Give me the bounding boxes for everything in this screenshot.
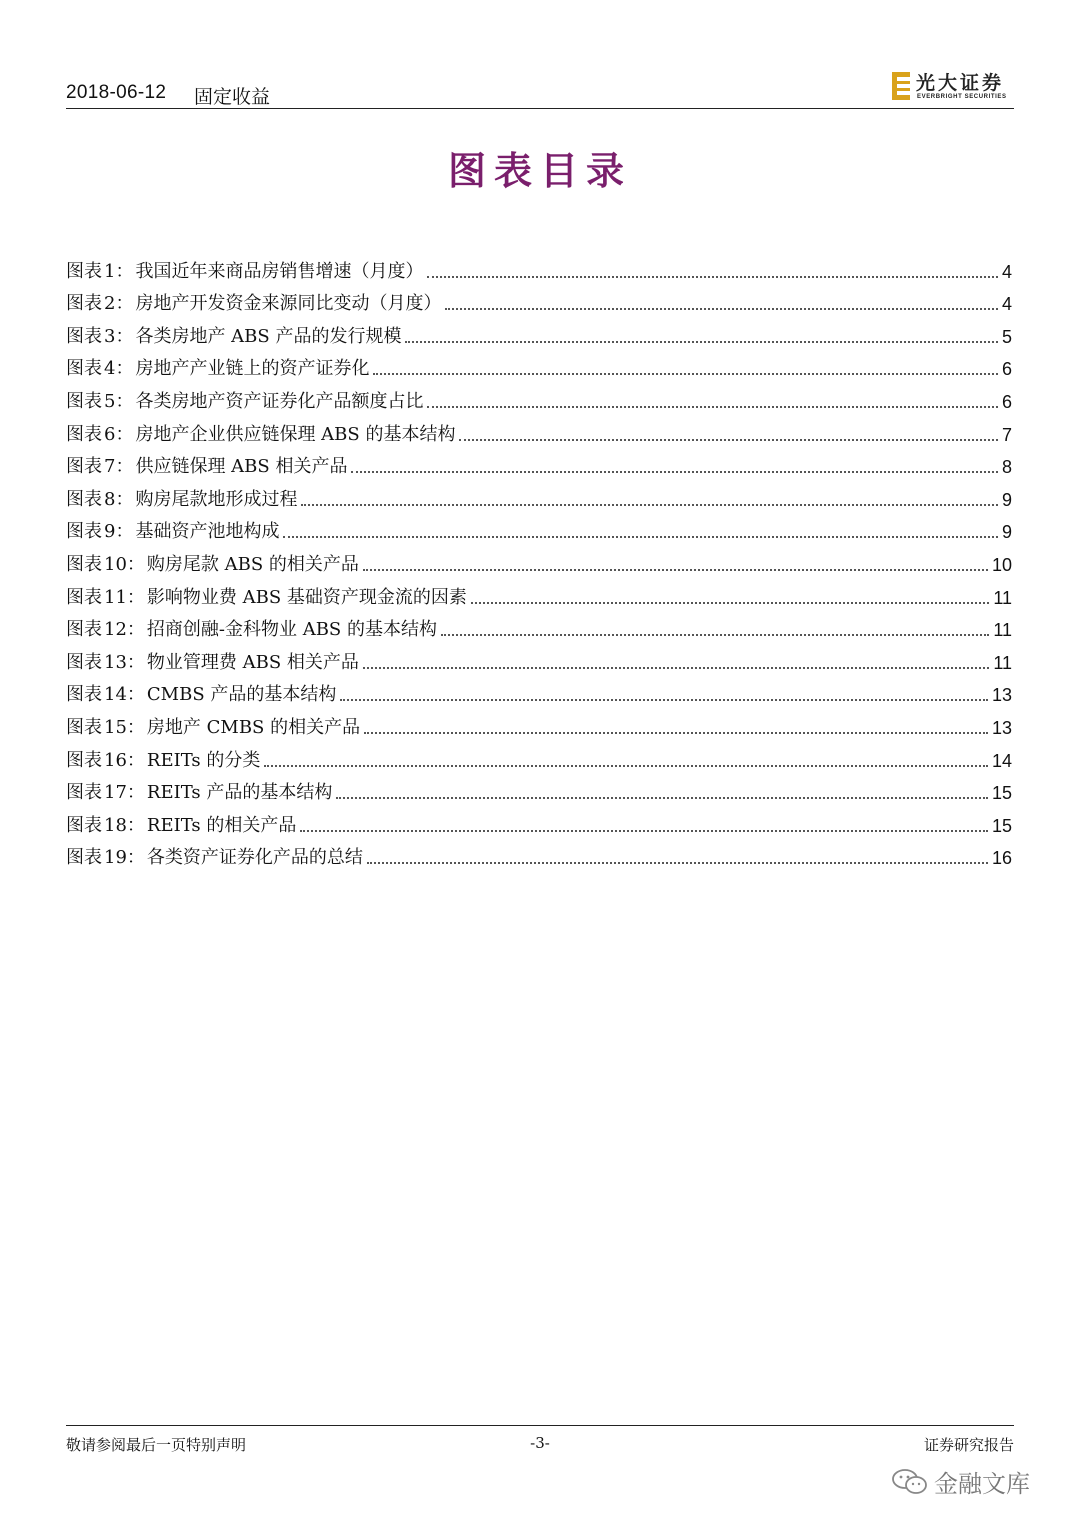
toc-entry-page: 4 — [1001, 261, 1012, 282]
toc-entry[interactable] — [66, 837, 1012, 870]
report-date: 2018-06-12 — [66, 82, 167, 103]
toc-entry-page: 7 — [1001, 424, 1012, 445]
toc-entry[interactable] — [66, 706, 1012, 739]
toc-entry-number: 8： — [104, 488, 134, 510]
page-footer — [66, 1425, 1014, 1454]
toc-entry-number: 12： — [104, 619, 145, 641]
toc-entry-page: 6 — [1001, 359, 1012, 380]
toc-entry-page: 16 — [991, 848, 1012, 869]
toc-entry-page: 8 — [1001, 457, 1012, 478]
wechat-icon — [892, 1468, 928, 1496]
company-logo — [892, 70, 1014, 106]
toc-entry-title: 购房尾款 ABS 的相关产品 — [146, 553, 359, 575]
toc-entry-label: 图表 — [66, 390, 102, 412]
toc-entry-page: 6 — [1001, 391, 1012, 412]
toc-entry[interactable] — [66, 739, 1012, 772]
toc-entry-number: 17： — [104, 782, 145, 804]
toc-entry[interactable] — [66, 511, 1012, 544]
toc-entry-number: 6： — [104, 423, 134, 445]
toc-entry-label: 图表 — [66, 814, 102, 836]
toc-leader-dots — [363, 569, 988, 571]
toc-entry-title: REITs 的分类 — [146, 749, 261, 771]
toc-leader-dots — [264, 765, 988, 767]
toc-entry-number: 3： — [104, 325, 134, 347]
toc-entry-number: 15： — [104, 716, 145, 738]
toc-entry-number: 16： — [104, 749, 145, 771]
toc-entry-number: 7： — [104, 456, 134, 478]
toc-leader-dots — [363, 667, 989, 669]
toc-entry[interactable] — [66, 609, 1012, 642]
toc-entry-title: 各类房地产资产证券化产品额度占比 — [135, 390, 424, 412]
toc-entry-page: 9 — [1001, 489, 1012, 510]
toc-leader-dots — [340, 699, 988, 701]
logo-mark-icon — [892, 72, 910, 100]
toc-entry[interactable] — [66, 674, 1012, 707]
toc-entry[interactable] — [66, 250, 1012, 283]
toc-entry-title: 购房尾款地形成过程 — [135, 488, 298, 510]
toc-entry[interactable] — [66, 446, 1012, 479]
toc-entry-title: REITs 产品的基本结构 — [146, 782, 333, 804]
toc-entry-label: 图表 — [66, 684, 102, 706]
toc-leader-dots — [445, 308, 998, 310]
toc-entry-label: 图表 — [66, 521, 102, 543]
toc-entry[interactable] — [66, 413, 1012, 446]
page-number: -3- — [530, 1434, 550, 1452]
toc-entry-label: 图表 — [66, 293, 102, 315]
toc-entry-label: 图表 — [66, 847, 102, 869]
toc-entry-number: 4： — [104, 358, 134, 380]
toc-entry-number: 18： — [104, 814, 145, 836]
toc-entry-page: 5 — [1001, 326, 1012, 347]
toc-leader-dots — [367, 862, 988, 864]
logo-cn-text: 光大证券 — [916, 72, 1005, 94]
toc-leader-dots — [441, 634, 989, 636]
toc-entry-label: 图表 — [66, 488, 102, 510]
toc-entry-number: 5： — [104, 390, 134, 412]
toc-leader-dots — [427, 406, 998, 408]
toc-entry-page: 11 — [993, 652, 1012, 673]
toc-entry-label: 图表 — [66, 553, 102, 575]
toc-leader-dots — [283, 536, 998, 538]
toc-leader-dots — [301, 504, 998, 506]
toc-entry-page: 14 — [991, 750, 1012, 771]
toc-entry-page: 13 — [991, 685, 1012, 706]
toc-entry-label: 图表 — [66, 749, 102, 771]
toc-entry-page: 15 — [991, 815, 1012, 836]
page-header — [66, 72, 1014, 109]
toc-leader-dots — [364, 732, 988, 734]
toc-entry-page: 13 — [991, 717, 1012, 738]
toc-entry-number: 13： — [104, 651, 145, 673]
toc-entry-label: 图表 — [66, 651, 102, 673]
toc-entry-number: 9： — [104, 521, 134, 543]
toc-entry-number: 19： — [104, 847, 145, 869]
footer-report-type: 证券研究报告 — [923, 1436, 1014, 1454]
toc-entry-number: 1： — [104, 260, 134, 282]
toc-leader-dots — [373, 373, 998, 375]
toc-entry-page: 11 — [993, 587, 1012, 608]
watermark — [892, 1462, 1052, 1502]
toc-leader-dots — [459, 439, 998, 441]
toc-leader-dots — [427, 276, 998, 278]
toc-entry-title: 各类资产证券化产品的总结 — [146, 847, 363, 869]
toc-entry-title: 供应链保理 ABS 相关产品 — [135, 456, 348, 478]
toc-entry-page: 11 — [993, 620, 1012, 641]
toc-entry[interactable] — [66, 283, 1012, 316]
toc-entry-title: 房地产 CMBS 的相关产品 — [146, 716, 361, 738]
toc-entry-title: 房地产产业链上的资产证券化 — [135, 358, 370, 380]
toc-entry-title: 基础资产池地构成 — [135, 521, 280, 543]
toc-entry-title: 招商创融-金科物业 ABS 的基本结构 — [146, 619, 437, 641]
footer-disclaimer: 敬请参阅最后一页特别声明 — [66, 1436, 247, 1454]
table-of-figures — [66, 250, 1012, 869]
toc-entry-title: 房地产企业供应链保理 ABS 的基本结构 — [135, 423, 456, 445]
toc-entry-number: 10： — [104, 553, 145, 575]
toc-entry-page: 10 — [991, 554, 1012, 575]
toc-entry-title: REITs 的相关产品 — [146, 814, 297, 836]
page-title: 图表目录 — [447, 148, 632, 193]
toc-entry-label: 图表 — [66, 586, 102, 608]
toc-entry[interactable] — [66, 478, 1012, 511]
toc-entry-label: 图表 — [66, 716, 102, 738]
toc-leader-dots — [300, 830, 988, 832]
report-section: 固定收益 — [194, 86, 271, 108]
watermark-text: 金融文库 — [934, 1470, 1030, 1498]
toc-entry[interactable] — [66, 772, 1012, 805]
toc-entry[interactable] — [66, 380, 1012, 413]
toc-entry-label: 图表 — [66, 358, 102, 380]
toc-entry-number: 2： — [104, 293, 134, 315]
toc-entry-label: 图表 — [66, 325, 102, 347]
toc-leader-dots — [405, 341, 998, 343]
toc-entry-label: 图表 — [66, 782, 102, 804]
toc-entry[interactable] — [66, 576, 1012, 609]
toc-entry-number: 11： — [104, 586, 145, 608]
toc-leader-dots — [471, 602, 989, 604]
toc-entry-title: 我国近年来商品房销售增速（月度） — [135, 260, 424, 282]
toc-entry-number: 14： — [104, 684, 145, 706]
toc-entry[interactable] — [66, 641, 1012, 674]
toc-entry-page: 4 — [1001, 294, 1012, 315]
toc-entry-title: CMBS 产品的基本结构 — [146, 684, 337, 706]
toc-entry[interactable] — [66, 804, 1012, 837]
toc-entry[interactable] — [66, 543, 1012, 576]
toc-entry-title: 物业管理费 ABS 相关产品 — [146, 651, 359, 673]
toc-entry-label: 图表 — [66, 619, 102, 641]
toc-entry-title: 房地产开发资金来源同比变动（月度） — [135, 293, 442, 315]
toc-entry-label: 图表 — [66, 456, 102, 478]
toc-entry-label: 图表 — [66, 260, 102, 282]
toc-entry[interactable] — [66, 348, 1012, 381]
toc-entry-page: 9 — [1001, 522, 1012, 543]
toc-leader-dots — [351, 471, 998, 473]
toc-entry-page: 15 — [991, 783, 1012, 804]
toc-entry[interactable] — [66, 315, 1012, 348]
toc-entry-label: 图表 — [66, 423, 102, 445]
logo-en-text: EVERBRIGHT SECURITIES — [917, 94, 1007, 100]
toc-entry-title: 影响物业费 ABS 基础资产现金流的因素 — [146, 586, 467, 608]
toc-entry-title: 各类房地产 ABS 产品的发行规模 — [135, 325, 402, 347]
toc-leader-dots — [336, 797, 988, 799]
